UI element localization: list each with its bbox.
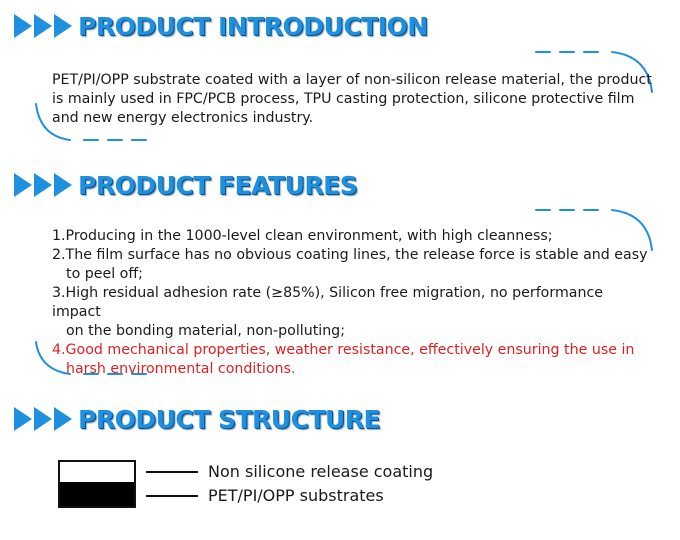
feature-item-continuation: harsh environmental conditions. bbox=[66, 361, 296, 377]
triple-arrow-icon bbox=[14, 173, 74, 197]
feature-item bbox=[52, 284, 652, 341]
coating-leader-line bbox=[146, 471, 198, 473]
introduction-header bbox=[14, 9, 428, 43]
triple-arrow-icon bbox=[14, 14, 74, 38]
triple-arrow-icon bbox=[14, 407, 74, 431]
feature-item-text: 3.High residual adhesion rate (≥85%), Silicon free migration, no performance impact bbox=[52, 285, 603, 320]
introduction-text: PET/PI/OPP substrate coated with a layer of non-silicon release material, the product is mainly used in FPC/PCB process, TPU casting protection, silicone protective film and new energy electronics industry. bbox=[52, 72, 652, 126]
feature-item-text: 4.Good mechanical properties, weather resistance, effectively ensuring the use in bbox=[52, 342, 635, 358]
feature-item-text: 2.The film surface has no obvious coating lines, the release force is stable and easy bbox=[52, 247, 648, 263]
coating-layer-label: Non silicone release coating bbox=[208, 462, 434, 481]
feature-item-text: 1.Producing in the 1000-level clean environment, with high cleanness; bbox=[52, 228, 553, 244]
features-header bbox=[14, 168, 357, 202]
feature-item-highlighted bbox=[52, 341, 652, 379]
feature-item-continuation: on the bonding material, non-polluting; bbox=[66, 323, 345, 339]
features-list bbox=[52, 227, 652, 379]
substrate-layer-label: PET/PI/OPP substrates bbox=[208, 486, 384, 505]
feature-item bbox=[52, 227, 652, 246]
substrate-layer bbox=[60, 482, 134, 506]
structure-header bbox=[14, 402, 380, 436]
introduction-title: PRODUCT INTRODUCTION bbox=[78, 11, 428, 41]
structure-diagram bbox=[58, 460, 136, 508]
feature-item bbox=[52, 246, 652, 284]
substrate-leader-line bbox=[146, 495, 198, 497]
structure-title: PRODUCT STRUCTURE bbox=[78, 404, 381, 434]
feature-item-continuation: to peel off; bbox=[66, 266, 143, 282]
features-title: PRODUCT FEATURES bbox=[78, 170, 358, 200]
